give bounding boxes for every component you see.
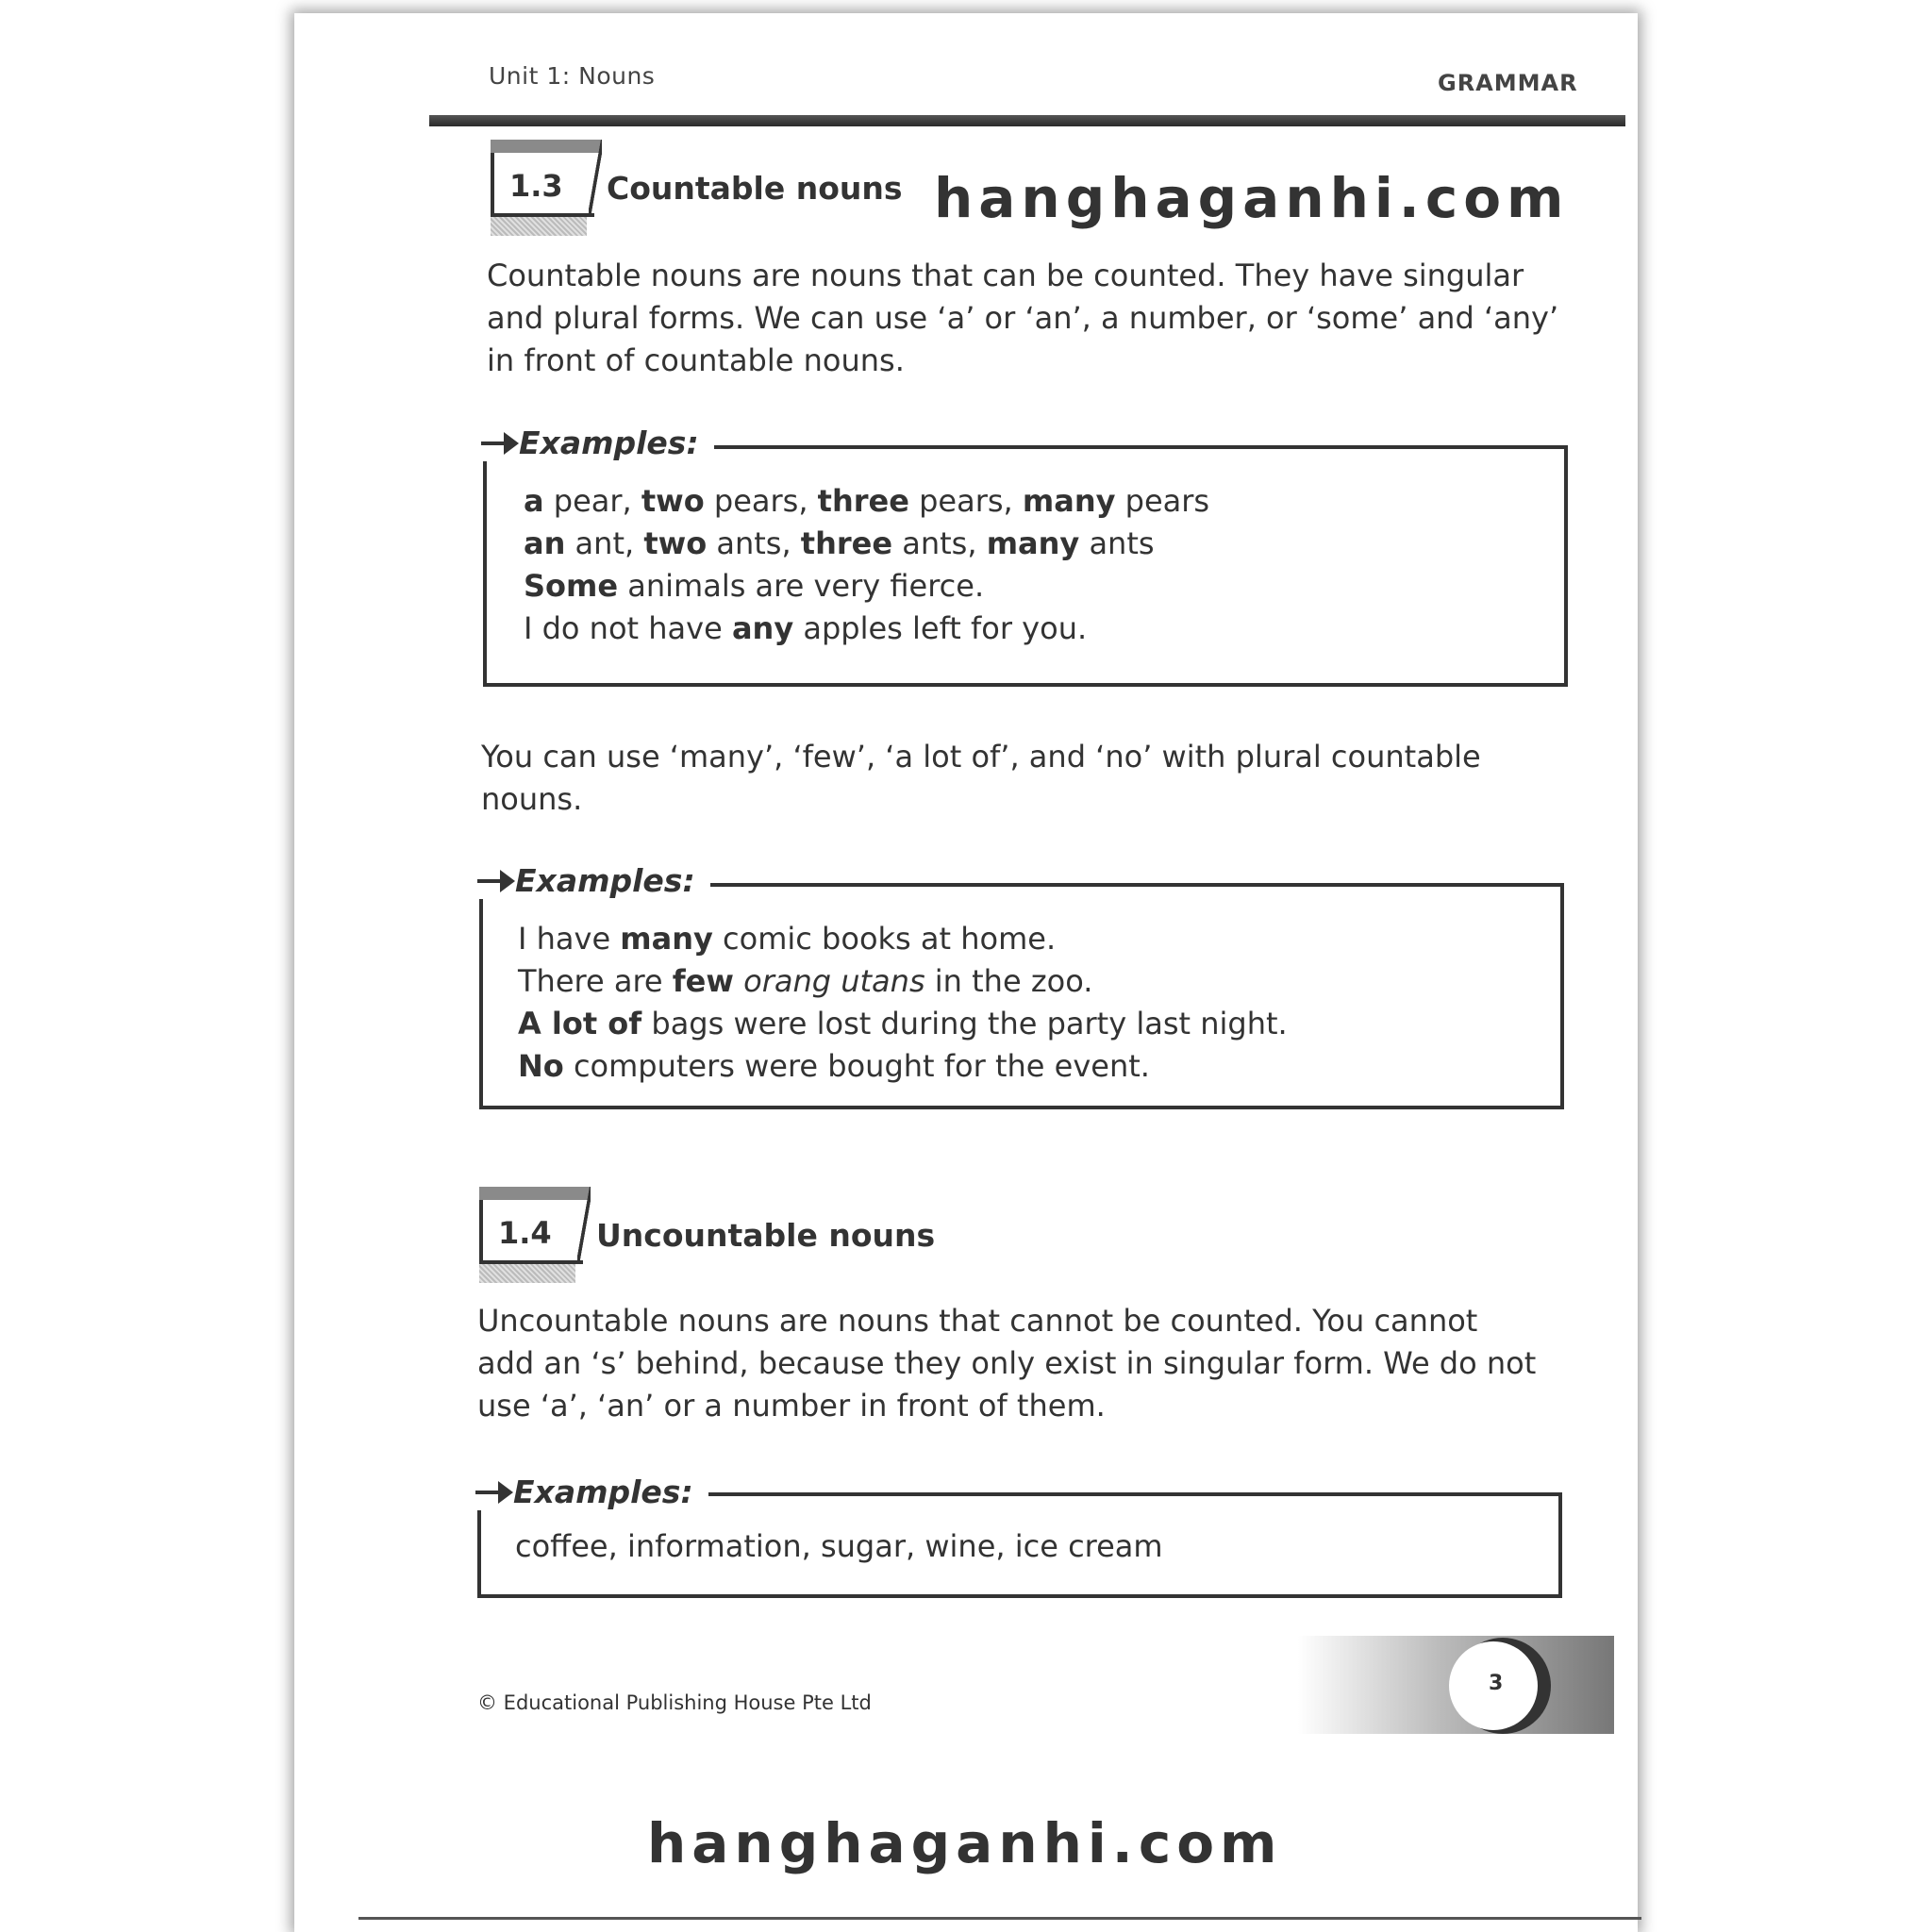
subject-header: GRAMMAR (1438, 70, 1578, 96)
paragraph-line: Countable nouns are nouns that can be counted. They have singular (487, 258, 1524, 293)
paragraph-line: You can use ‘many’, ‘few’, ‘a lot of’, and ‘no’ with plural countable (481, 739, 1481, 774)
countable-quantifiers (481, 736, 1558, 821)
paragraph-line: nouns. (481, 781, 583, 817)
example-sentence: coffee, information, sugar, wine, ice cream (515, 1528, 1163, 1564)
page-number: 3 (1489, 1672, 1504, 1695)
example-sentence: No computers were bought for the event. (518, 1048, 1150, 1084)
section-tab-1-3 (491, 140, 602, 213)
examples-heading: Examples: (515, 862, 695, 899)
section-title-uncountable: Uncountable nouns (596, 1217, 936, 1254)
paragraph-line: use ‘a’, ‘an’ or a number in front of them. (477, 1388, 1106, 1424)
examples-heading: Examples: (519, 425, 699, 461)
example-sentence: I do not have any apples left for you. (524, 610, 1088, 646)
countable-definition (487, 255, 1564, 382)
section-number: 1.3 (509, 168, 563, 204)
arrow-right-icon (477, 867, 515, 895)
unit-header: Unit 1: Nouns (489, 62, 656, 90)
section-tab-1-4 (479, 1187, 591, 1260)
example-sentence: a pear, two pears, three pears, many pears (524, 483, 1210, 519)
example-sentence: I have many comic books at home. (518, 921, 1057, 957)
examples-label-3 (475, 1474, 708, 1510)
bottom-rule (358, 1917, 1641, 1920)
example-sentence: A lot of bags were lost during the party last night. (518, 1006, 1288, 1041)
example-sentence: Some animals are very fierce. (524, 568, 985, 604)
watermark-top: hanghaganhi.com (934, 166, 1570, 230)
paragraph-line: in front of countable nouns. (487, 342, 905, 378)
example-sentence: There are few orang utans in the zoo. (518, 963, 1093, 999)
paragraph-line: add an ‘s’ behind, because they only exist in singular form. We do not (477, 1345, 1537, 1381)
examples-box-1 (483, 445, 1568, 687)
arrow-right-icon (475, 1478, 513, 1507)
section-number: 1.4 (498, 1215, 552, 1251)
uncountable-definition (477, 1300, 1555, 1427)
copyright-notice: © Educational Publishing House Pte Ltd (477, 1691, 872, 1714)
watermark-bottom: hanghaganhi.com (647, 1811, 1283, 1875)
section-title-countable: Countable nouns (607, 170, 903, 207)
paragraph-line: and plural forms. We can use ‘a’ or ‘an’, a number, or ‘some’ and ‘any’ (487, 300, 1559, 336)
example-sentence: an ant, two ants, three ants, many ants (524, 525, 1155, 561)
examples-label-2 (477, 862, 710, 899)
examples-heading: Examples: (513, 1474, 693, 1510)
paragraph-line: Uncountable nouns are nouns that cannot be counted. You cannot (477, 1303, 1478, 1339)
arrow-right-icon (481, 429, 519, 458)
examples-label-1 (481, 425, 714, 461)
header-rule (429, 115, 1625, 126)
